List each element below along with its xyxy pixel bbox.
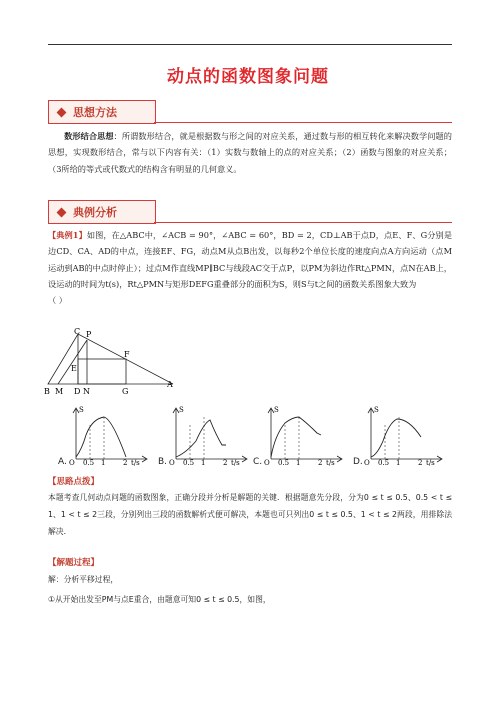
label-n: N bbox=[83, 387, 90, 396]
axis-label-t: t/s bbox=[326, 459, 335, 467]
example-paragraph bbox=[48, 227, 452, 308]
label-b: B bbox=[44, 387, 50, 396]
guide-lines bbox=[285, 417, 299, 459]
diamond-icon bbox=[57, 107, 67, 117]
origin-label: O bbox=[169, 459, 175, 467]
tick-1: 1 bbox=[201, 459, 206, 467]
option-graph bbox=[160, 405, 255, 467]
axis-label-t: t/s bbox=[426, 459, 435, 467]
label-d: D bbox=[74, 387, 81, 396]
axis-label-s: S bbox=[274, 406, 279, 414]
tick-2: 2 bbox=[318, 459, 323, 467]
section-tag-method bbox=[48, 100, 156, 124]
axis-arrow-icon bbox=[173, 408, 247, 462]
label-c: C bbox=[74, 327, 81, 336]
tick-1: 1 bbox=[101, 459, 106, 467]
option-graph bbox=[255, 405, 350, 467]
example-tag: 【典例1】 bbox=[48, 230, 87, 240]
tick-1: 1 bbox=[396, 459, 401, 467]
axis-arrow-icon bbox=[73, 408, 147, 462]
example-body: 如图，在△ABC中，∠ACB = 90°，∠ABC = 60°，BD = 2，CD⊥AB于点D，点E、F、G分别是边CD、CA、AD的中点，连接EF、FG，动点M从点B出发，以每秒2个单位长度的速度向点A方向运动（点M运动到AB的中点时停止）；过点M作直线MP∥BC与线段AC交于点P，以PM为斜边作Rt△PMN，点N在AB上，设运动的时间为t(s)，Rt△PMN与矩形DEFG重叠部分的面积为S，则S与t之间的函数关系图象大致为 bbox=[48, 230, 453, 289]
axis-arrow-icon bbox=[368, 408, 442, 462]
option-d[interactable] bbox=[355, 405, 450, 467]
option-letter: C. bbox=[253, 457, 263, 467]
solution-tag: 【解题过程】 bbox=[48, 558, 100, 568]
origin-label: O bbox=[364, 459, 370, 467]
axes bbox=[371, 409, 441, 459]
method-body: ：所谓数形结合，就是根据数与形之间的对应关系，通过数与形的相互转化来解决数学问题的思想，实现数形结合，常与以下内容有关：（1）实数与数轴上的点的对应关系；（2）函数与图象的对应关系；（3所给的等式或代数式的结构含有明显的几何意义。 bbox=[48, 131, 452, 174]
example-blank: （ ） bbox=[48, 295, 67, 306]
solution-line-2 bbox=[48, 592, 452, 608]
solution-text: 从开始出发至PM与点E重合，由题意可知0 ≤ t ≤ 0.5，如图， bbox=[55, 595, 271, 604]
section-tag-examples bbox=[48, 200, 156, 224]
solution-line-1: 解：分析平移过程， bbox=[48, 575, 119, 584]
analysis-paragraph bbox=[48, 489, 452, 540]
option-b[interactable] bbox=[160, 405, 255, 467]
rectangle-defg bbox=[78, 359, 126, 384]
label-p: P bbox=[86, 330, 92, 339]
axis-label-s: S bbox=[79, 406, 84, 414]
tick-1: 1 bbox=[296, 459, 301, 467]
axes bbox=[176, 409, 246, 459]
section-label: 思想方法 bbox=[73, 106, 117, 119]
method-paragraph bbox=[48, 128, 452, 177]
section-underline bbox=[154, 122, 452, 123]
method-term: 数形结合思想 bbox=[64, 131, 114, 141]
graph-curve bbox=[271, 417, 321, 457]
tick-2: 2 bbox=[223, 459, 228, 467]
top-rule bbox=[48, 44, 452, 45]
option-graph bbox=[355, 405, 450, 467]
axis-label-s: S bbox=[179, 406, 184, 414]
tick-0.5: 0.5 bbox=[278, 459, 290, 467]
tick-0.5: 0.5 bbox=[183, 459, 195, 467]
tick-2: 2 bbox=[418, 459, 423, 467]
diamond-icon bbox=[57, 207, 67, 217]
label-g: G bbox=[122, 387, 129, 396]
label-m: M bbox=[55, 387, 64, 396]
origin-label: O bbox=[69, 459, 75, 467]
option-c[interactable] bbox=[255, 405, 350, 467]
option-a[interactable] bbox=[60, 405, 155, 467]
line-mp bbox=[58, 340, 87, 384]
circled-number: ① bbox=[48, 595, 55, 604]
analysis-body: 本题考查几何动点问题的函数图象，正确分段并分析是解题的关键．根据题意先分段，分为0 ≤ t ≤ 0.5、0.5 < t ≤ 1、1 < t ≤ 2三段，分别列出三段的函数解析式便可解决，本题也可只列出0 ≤ t ≤ 0.5、1 < t ≤ 2两段，用排除法解决． bbox=[48, 493, 452, 536]
option-graph bbox=[60, 405, 155, 467]
graph-curve bbox=[176, 420, 226, 457]
tick-0.5: 0.5 bbox=[83, 459, 95, 467]
axis-label-s: S bbox=[374, 406, 379, 414]
tick-0.5: 0.5 bbox=[378, 459, 390, 467]
section-label: 典例分析 bbox=[73, 206, 117, 219]
option-letter: D. bbox=[353, 457, 363, 467]
axis-label-t: t/s bbox=[231, 459, 240, 467]
graph-curve bbox=[76, 417, 126, 457]
axis-arrow-icon bbox=[268, 408, 342, 462]
tick-2: 2 bbox=[123, 459, 128, 467]
axes bbox=[271, 409, 341, 459]
label-e: E bbox=[71, 364, 77, 373]
page-title: 动点的函数图象问题 bbox=[167, 67, 329, 87]
section-underline bbox=[154, 222, 452, 223]
option-letter: A. bbox=[58, 457, 67, 467]
label-a: A bbox=[167, 380, 173, 389]
guide-lines bbox=[90, 417, 104, 459]
option-letter: B. bbox=[158, 457, 168, 467]
origin-label: O bbox=[264, 459, 270, 467]
analysis-tag: 【思路点拨】 bbox=[48, 477, 100, 487]
label-f: F bbox=[124, 350, 130, 359]
triangle-figure bbox=[40, 326, 190, 402]
graph-curve bbox=[371, 419, 421, 457]
axis-label-t: t/s bbox=[131, 459, 140, 467]
